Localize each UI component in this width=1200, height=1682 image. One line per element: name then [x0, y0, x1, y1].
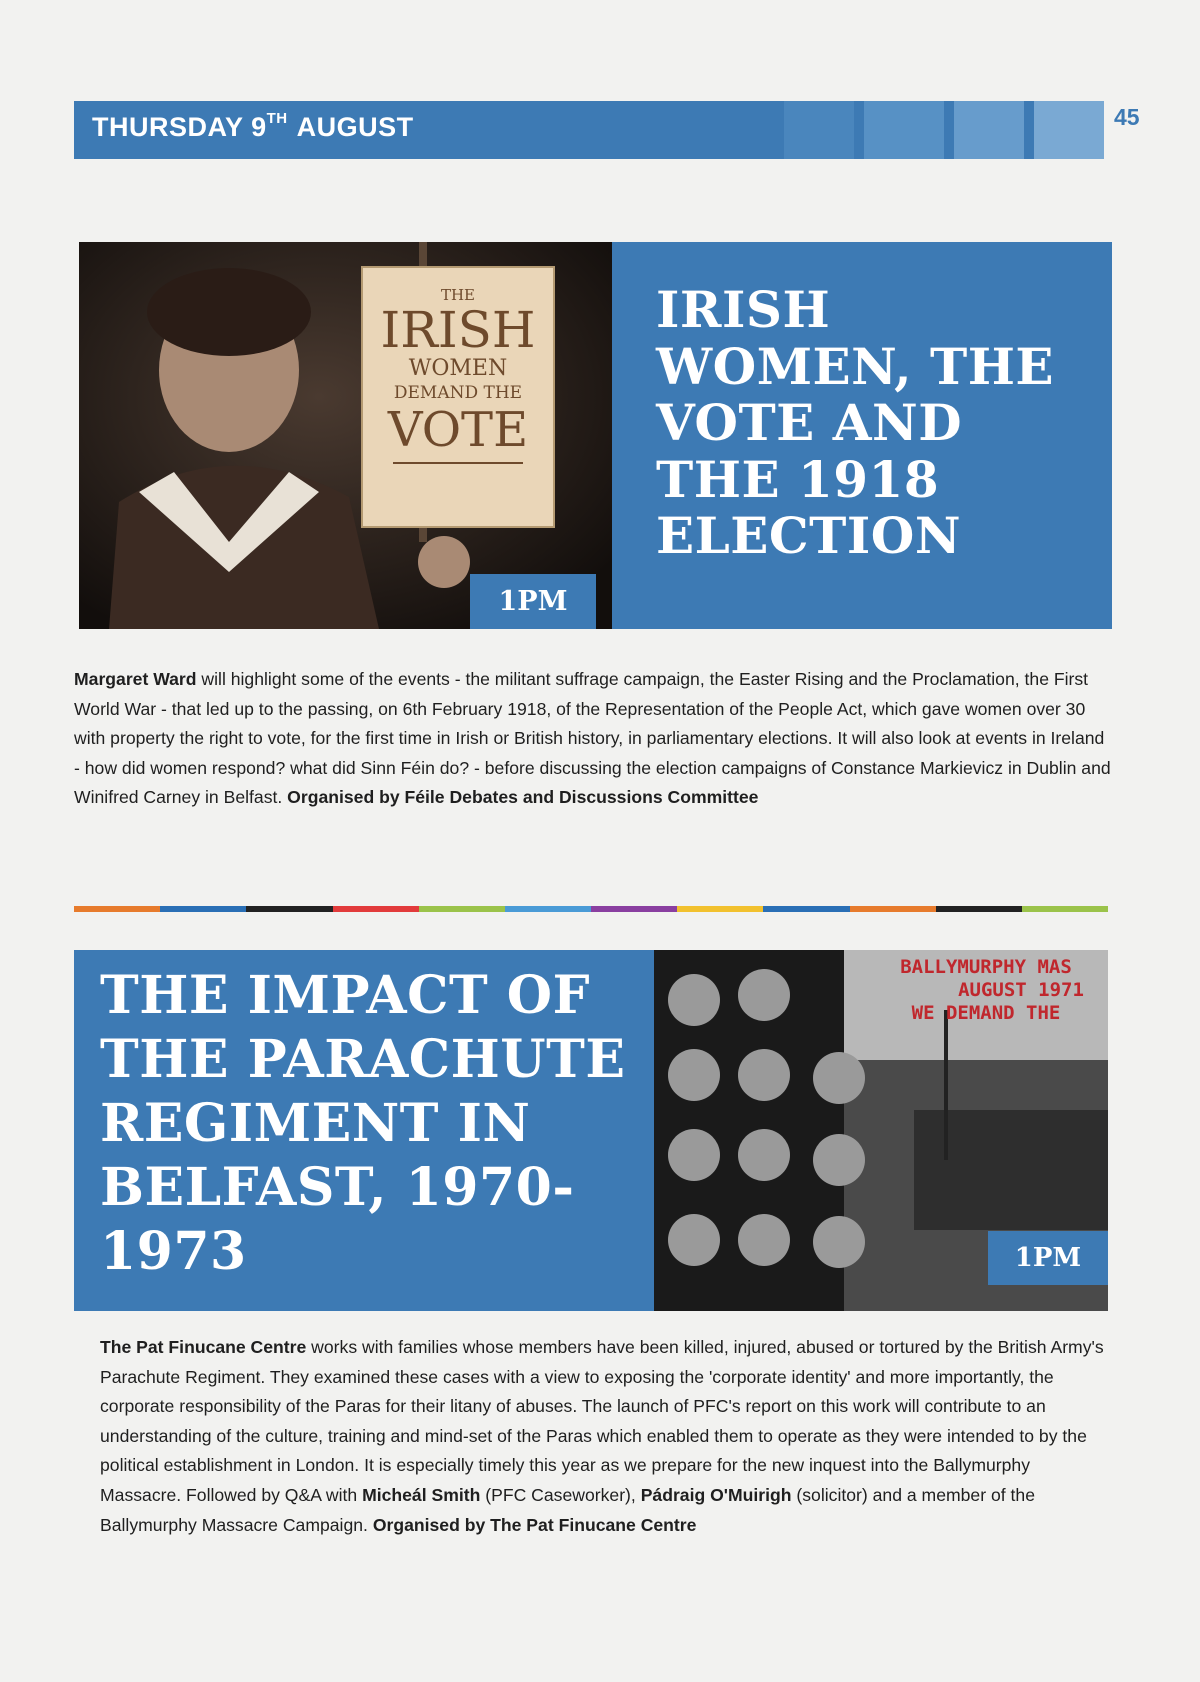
sign-line: IRISH	[380, 301, 536, 359]
title-line: ELECTION	[656, 506, 962, 565]
sign-line: VOTE	[387, 402, 529, 458]
panelist-name: Pádraig O'Muirigh	[640, 1484, 792, 1505]
date-header-bar	[74, 101, 1104, 159]
page-number: 45	[1114, 104, 1140, 130]
sign-line: DEMAND THE	[393, 383, 523, 403]
event2-description	[100, 1333, 1110, 1540]
suffragette-photo-icon	[79, 242, 612, 629]
title-line: REGIMENT IN	[100, 1093, 531, 1154]
title-line: WOMEN, THE	[656, 336, 1055, 396]
header-strip	[1034, 101, 1104, 159]
panelist-name: Micheál Smith	[362, 1484, 481, 1505]
header-strip	[954, 101, 1024, 159]
title-line: BELFAST, 1970-	[100, 1157, 575, 1218]
month-label: AUGUST	[296, 112, 414, 142]
sign-line: THE	[440, 286, 476, 304]
day-label: THURSDAY	[92, 112, 244, 142]
event1-title-panel	[612, 242, 1112, 629]
banner-line: BALLYMURPHY MAS	[900, 956, 1072, 978]
organiser-credit: Organised by Féile Debates and Discussions Committee	[287, 787, 759, 808]
title-line: 1973	[100, 1221, 247, 1282]
date-number: 9	[251, 112, 267, 142]
date-heading	[92, 112, 414, 143]
speaker-name: Margaret Ward	[74, 669, 197, 689]
event1-time-badge: 1PM	[470, 574, 596, 629]
header-strip	[864, 101, 944, 159]
title-line: VOTE AND	[656, 393, 963, 452]
sign-line: WOMEN	[408, 356, 508, 381]
banner-line: AUGUST 1971	[958, 979, 1084, 1001]
colour-divider	[74, 906, 1108, 912]
organiser-credit: Organised by The Pat Finucane Centre	[372, 1514, 697, 1535]
event2-title-panel	[74, 950, 654, 1311]
org-name: The Pat Finucane Centre	[100, 1337, 307, 1357]
event1-title	[656, 282, 1054, 565]
title-line: THE IMPACT OF	[100, 965, 591, 1026]
title-line: THE 1918	[656, 449, 940, 509]
event1-body: will highlight some of the events - the militant suffrage campaign, the Easter Rising and the Proclamation, the First World War - that led up to the passing, on 6th February 1918, of the Representation of the People Act, which gave women over 30 with property the right to vote, for the first time in Irish or British history, in parliamentary elections. It will also look at events in Ireland - how did women respond? what did Sinn Féin do? - before discussing the election campaigns of Constance Markievicz in Dublin and Winifred Carney in Belfast.	[74, 669, 1111, 808]
event1-description	[74, 665, 1114, 813]
header-strip	[784, 101, 854, 159]
mural-banner	[856, 956, 1108, 1025]
vote-sign	[361, 266, 555, 528]
banner-line: WE DEMAND THE	[911, 1002, 1061, 1024]
title-line: IRISH	[656, 280, 831, 339]
event2-body: works with families whose members have been killed, injured, abused or tortured by the British Army's Parachute Regiment. They examined these cases with a view to exposing the 'corporate identity' and more importantly, the corporate responsibility of the Paras for their litany of abuses. The launch of PFC's report on this work will contribute to an understanding of the culture, training and mind-set of the Paras which enabled them to operate as they were intended to by the political establishment in London. It is especially timely this year as we prepare for the new inquest into the Ballymurphy Massacre. Followed by Q&A with	[100, 1337, 1104, 1505]
title-line: THE PARACHUTE	[100, 1029, 626, 1090]
event2-time-badge: 1PM	[988, 1231, 1108, 1285]
panelist-role: (solicitor) and a member of the Ballymurphy Massacre Campaign.	[100, 1484, 1035, 1535]
panelist-role: (PFC Caseworker),	[485, 1484, 636, 1505]
date-suffix: TH	[266, 110, 288, 127]
event2-title	[100, 964, 625, 1284]
